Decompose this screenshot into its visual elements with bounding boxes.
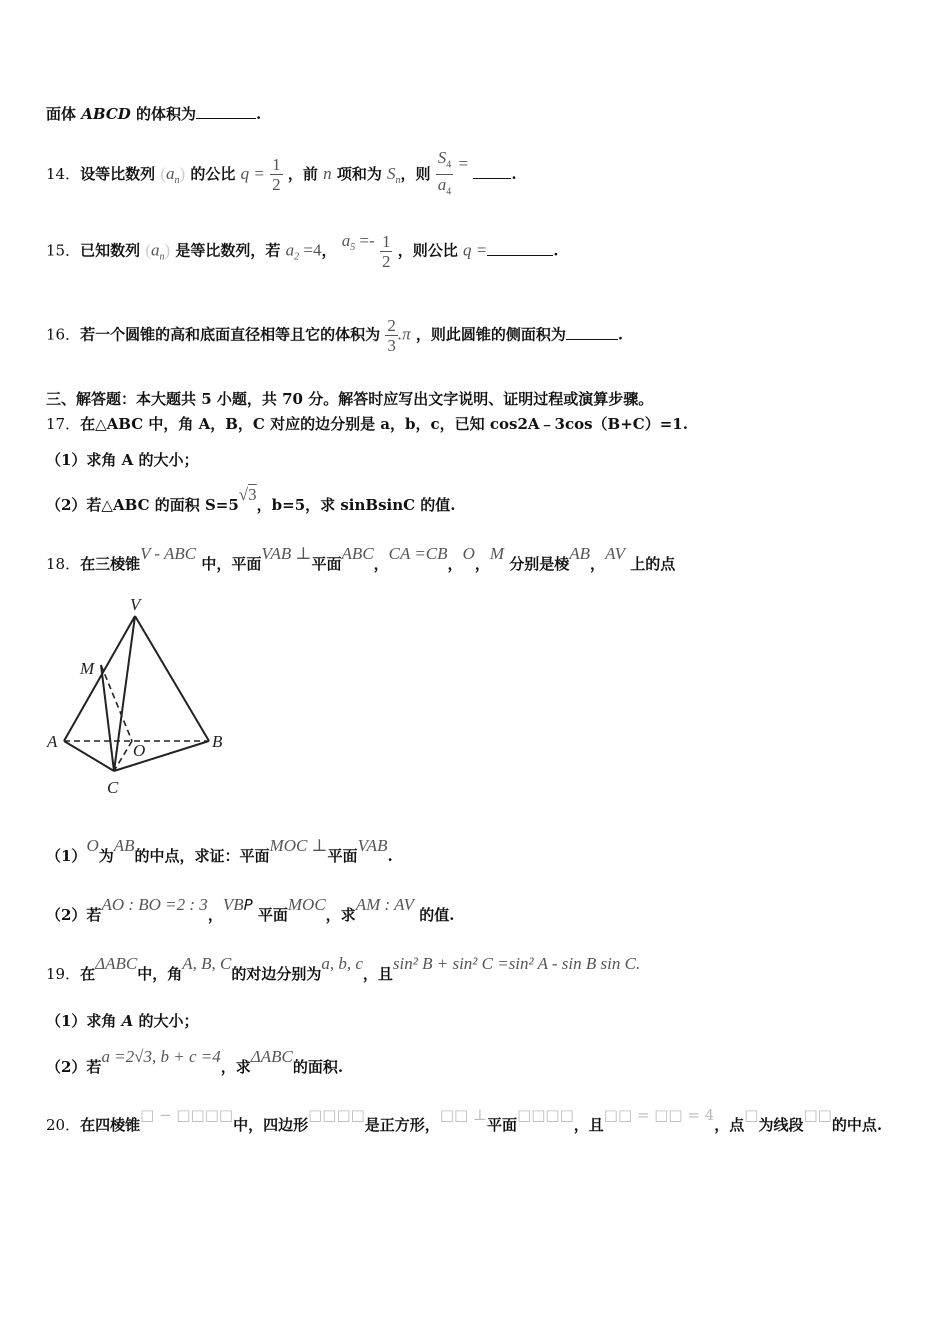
segment-mc	[101, 665, 114, 771]
answer-blank	[487, 255, 553, 256]
question-18: 18．在三棱锥V - ABC 中，平面VAB ⊥平面ABC，CA =CB，O，M 分别是棱AB，AV 上的点	[46, 544, 676, 573]
answer-blank	[196, 118, 256, 119]
question-16: 16．若一个圆锥的高和底面直径相等且它的体积为 $\frac{2}{3}$ .π ，则此圆锥的侧面积为 .	[46, 316, 624, 355]
section-3-heading: 三、解答题：本大题共 5 小题，共 70 分。解答时应写出文字说明、证明过程或演算步骤。	[46, 390, 654, 408]
edge-vb	[135, 616, 209, 741]
q13-tail: 面体 ABCD 的体积为 .	[46, 105, 262, 123]
pyramid-figure	[44, 594, 234, 800]
fraction-two-thirds: $\frac{2}{3}$	[387, 316, 396, 355]
question-18-part-1: （1）O为AB的中点，求证：平面MOC ⊥平面VAB.	[46, 836, 393, 865]
label-m: M	[80, 659, 95, 678]
label-c: C	[107, 778, 119, 797]
edge-vc	[114, 616, 135, 771]
edge-bc	[114, 741, 209, 771]
label-a: A	[47, 732, 58, 751]
question-19: 19．在ΔABC中，角A, B, C的对边分别为a, b, c，且sin² B + sin² C =sin² A - sin B sin C.	[46, 954, 641, 983]
question-15: 15．已知数列 $(a_n)$ 是等比数列，若 $a_2 =4$， $a_5$ =- $\frac{1}{2}$ ，则公比 q = .	[46, 230, 559, 271]
fraction-half: $\frac{1}{2}$	[381, 232, 391, 271]
question-19-part-1: （1）求角 A 的大小；	[46, 1012, 199, 1030]
fraction-s4-a4: $\frac{S_4}{a_4}$	[437, 148, 452, 198]
question-17-part-1: （1）求角 A 的大小；	[46, 451, 199, 469]
fraction-q: $\frac{1}{2}$	[272, 155, 281, 195]
question-20: 20．在四棱锥□ − □□□□中，四边形□□□□是正方形，□□ ⊥平面□□□□，且□□ = □□ = 4，点□为线段□□的中点.	[46, 1106, 883, 1134]
question-19-part-2: （2）若a =2√3, b + c =4，求ΔABC的面积.	[46, 1047, 344, 1076]
question-17: 17．在△ABC 中，角 A，B，C 对应的边分别是 a，b，c，已知 cos2A﹣3cos（B+C）=1.	[46, 415, 688, 433]
answer-blank	[473, 178, 511, 179]
label-o: O	[133, 741, 146, 760]
sqrt-symbol: √3	[238, 485, 257, 504]
label-v: V	[130, 595, 141, 614]
answer-blank	[566, 339, 618, 340]
question-18-part-2: （2）若AO : BO =2 : 3，VBP 平面MOC，求AM : AV 的值.	[46, 895, 455, 924]
edge-ac	[64, 741, 114, 771]
label-b: B	[212, 732, 223, 751]
question-14: 14．设等比数列 $(a_n)$ 的公比 q = $\frac{1}{2}$ ，前 n 项和为 $S_n$，则 $\frac{S_4}{a_4}$ = .	[46, 148, 517, 202]
question-17-part-2: （2）若△ABC 的面积 S=5√3，b=5，求 sinBsinC 的值.	[46, 485, 456, 514]
